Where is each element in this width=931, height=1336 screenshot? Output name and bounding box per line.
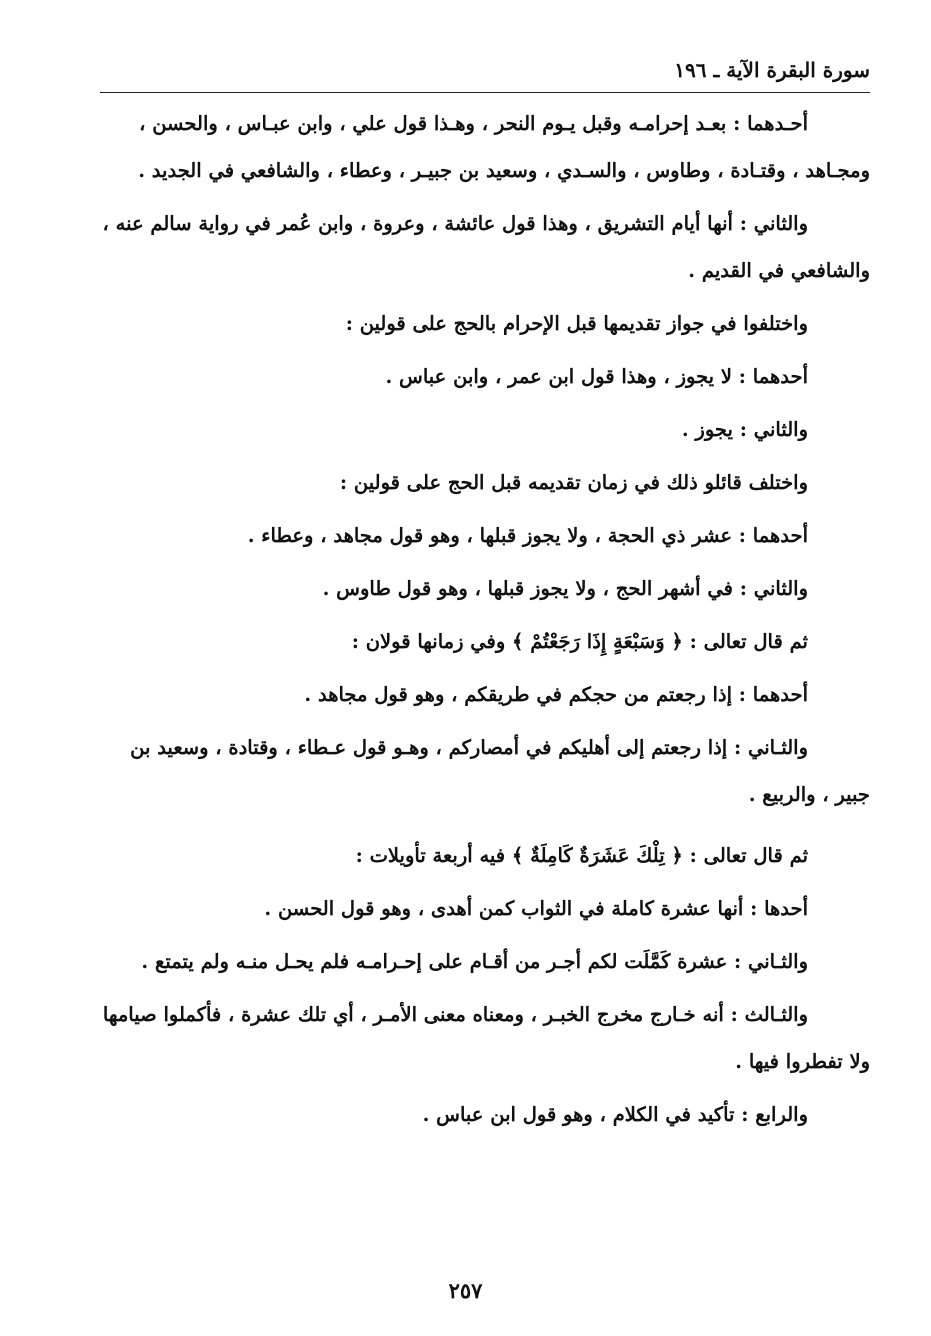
paragraph: والثاني : في أشهر الحج ، ولا يجوز قبلها ، وهو قول طاوس . xyxy=(322,577,808,600)
quran-verse-paragraph: ثم قال تعالى : ﴿ وَسَبْعَةٍ إِذَا رَجَعْتُمْ ﴾ وفي زمانها قولان : xyxy=(351,630,808,653)
page-body xyxy=(100,100,870,1144)
paragraph: واختلفوا في جواز تقديمها قبل الإحرام بالحج على قولين : xyxy=(345,312,808,335)
paragraph: أحدهما : لا يجوز ، وهذا قول ابن عمر ، وابن عباس . xyxy=(385,365,808,388)
page-header xyxy=(100,58,870,93)
running-header-title: سورة البقرة الآية ـ ١٩٦ xyxy=(674,58,870,82)
paragraph: أحدها : أنها عشرة كاملة في الثواب كمن أهدى ، وهو قول الحسن . xyxy=(264,897,808,920)
paragraph: والثاني : يجوز . xyxy=(681,418,808,441)
paragraph: واختلف قائلو ذلك في زمان تقديمه قبل الحج على قولين : xyxy=(339,471,808,494)
paragraph: والثـاني : إذا رجعتم إلى أهليكم في أمصاركم ، وهـو قول عـطاء ، وقتادة ، وسعيد بن جبير ، والربيع . xyxy=(130,736,870,806)
paragraph: والرابع : تأكيد في الكلام ، وهو قول ابن عباس . xyxy=(422,1103,808,1126)
paragraph: والثاني : أنها أيام التشريق ، وهذا قول عائشة ، وعروة ، وابن عُمر في رواية سالم عنه ، والشافعي في القديم . xyxy=(102,212,870,282)
paragraph: أحدهما : عشر ذي الحجة ، ولا يجوز قبلها ، وهو قول مجاهد ، وعطاء . xyxy=(247,524,808,547)
quran-verse-paragraph: ثم قال تعالى : ﴿ تِلْكَ عَشَرَةٌ كَامِلَةٌ ﴾ فيه أربعة تأويلات : xyxy=(355,844,808,867)
paragraph: أحـدهما : بعـد إحرامـه وقبل يـوم النحر ، وهـذا قول علي ، وابن عبـاس ، والحسن ، ومجـاهد ، وقتـادة ، وطاوس ، والسـدي ، وسعيد بن جبيـر ، وعطاء ، والشافعي في الجديد . xyxy=(138,112,870,182)
paragraph: والثـالث : أنه خـارج مخرج الخبـر ، ومعناه معنى الأمـر ، أي تلك عشرة ، فأكملوا صيامها ولا تفطروا فيها . xyxy=(102,1003,870,1073)
page-number: ٢٥٧ xyxy=(448,1278,483,1303)
paragraph: أحدهما : إذا رجعتم من حجكم في طريقكم ، وهو قول مجاهد . xyxy=(304,683,808,706)
paragraph: والثـاني : عشرة كَمَّلَت لكم أجـر من أقـام على إحـرامـه فلم يحـل منـه ولم يتمتع . xyxy=(141,950,808,973)
